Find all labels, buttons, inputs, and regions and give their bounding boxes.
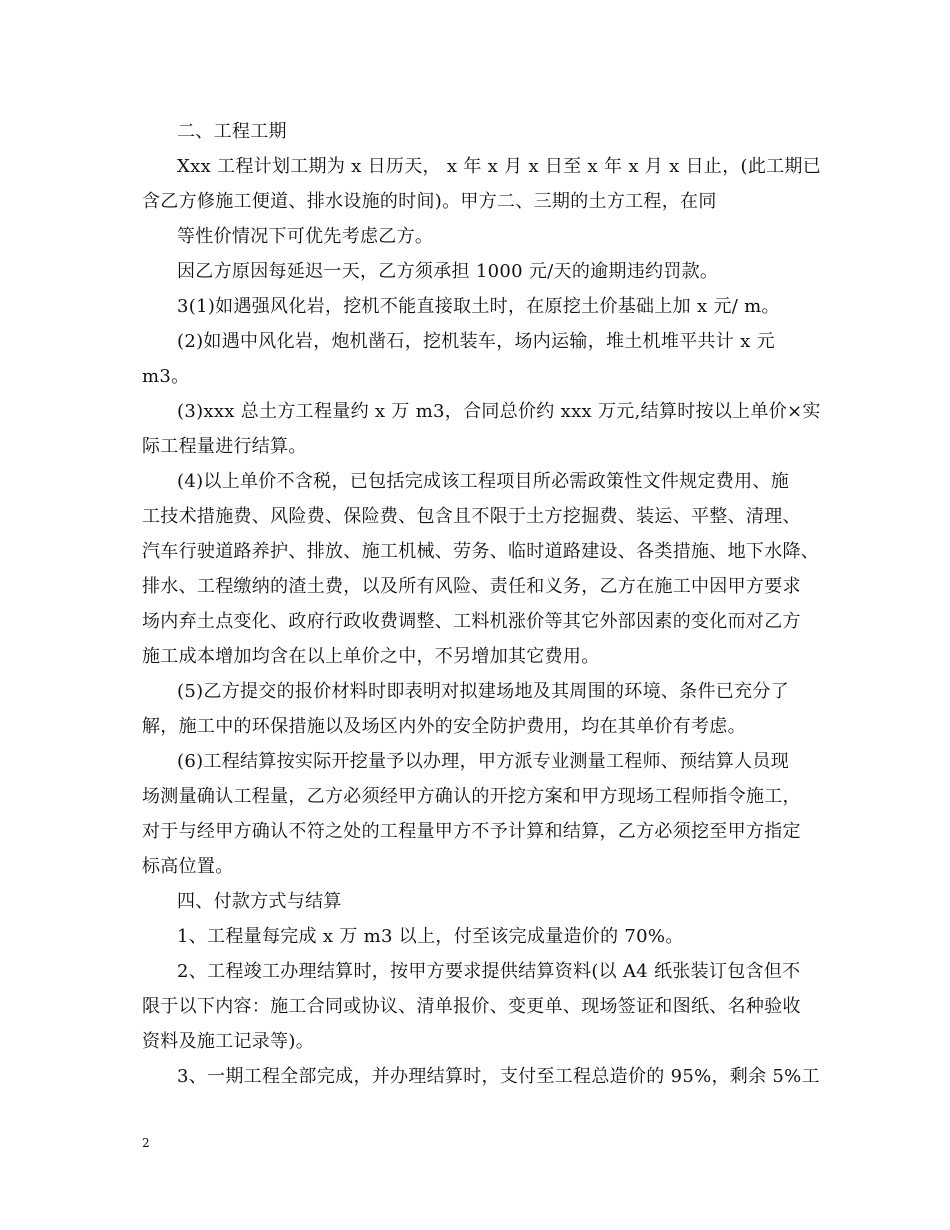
paragraph-line: 2、工程竣工办理结算时，按甲方要求提供结算资料(以 A4 纸张装订包含但不 <box>177 961 801 982</box>
paragraph-line: 资料及施工记录等)。 <box>142 1031 315 1052</box>
paragraph-line: m3。 <box>142 366 190 387</box>
section-heading-schedule: 二、工程工期 <box>177 121 287 142</box>
paragraph-line: 标高位置。 <box>142 856 234 877</box>
paragraph-line: 汽车行驶道路养护、排放、施工机械、劳务、临时道路建设、各类措施、地下水降、 <box>142 541 820 562</box>
page-number: 2 <box>142 1136 150 1150</box>
section-heading-payment: 四、付款方式与结算 <box>177 891 342 912</box>
paragraph-line: 3(1)如遇强风化岩，挖机不能直接取土时，在原挖土价基础上加 x 元/ m。 <box>177 296 780 317</box>
paragraph-line: 3、一期工程全部完成，并办理结算时，支付至工程总造价的 95%，剩余 5%工 <box>177 1066 820 1087</box>
paragraph-line: 1、工程量每完成 x 万 m3 以上，付至该完成量造价的 70%。 <box>177 926 684 947</box>
paragraph-line: 施工成本增加均含在以上单价之中，不另增加其它费用。 <box>142 646 600 667</box>
paragraph-line: 等性价情况下可优先考虑乙方。 <box>177 226 434 247</box>
paragraph-line: 对于与经甲方确认不符之处的工程量甲方不予计算和结算，乙方必须挖至甲方指定 <box>142 821 801 842</box>
paragraph-line: 场内弃土点变化、政府行政收费调整、工料机涨价等其它外部因素的变化而对乙方 <box>142 611 801 632</box>
paragraph-line: (5)乙方提交的报价材料时即表明对拟建场地及其周围的环境、条件已充分了 <box>177 681 789 702</box>
paragraph-line: (6)工程结算按实际开挖量予以办理，甲方派专业测量工程师、预结算人员现 <box>177 751 789 772</box>
paragraph-line: 解，施工中的环保措施以及场区内外的安全防护费用，均在其单价有考虑。 <box>142 716 746 737</box>
paragraph-line: 场测量确认工程量，乙方必须经甲方确认的开挖方案和甲方现场工程师指令施工， <box>142 786 801 807</box>
paragraph-line: (3)xxx 总土方工程量约 x 万 m3，合同总价约 xxx 万元,结算时按以上单价×实 <box>177 401 821 422</box>
paragraph-line: (2)如遇中风化岩，炮机凿石，挖机装车，场内运输，堆土机堆平共计 x 元 <box>177 331 775 352</box>
paragraph-line: Xxx 工程计划工期为 x 日历天， x 年 x 月 x 日至 x 年 x 月 x 日止，(此工期已 <box>177 156 822 177</box>
paragraph-line: 限于以下内容：施工合同或协议、清单报价、变更单、现场签证和图纸、名种验收 <box>142 996 801 1017</box>
paragraph-line: 际工程量进行结算。 <box>142 436 307 457</box>
paragraph-line: 排水、工程缴纳的渣土费，以及所有风险、责任和义务，乙方在施工中因甲方要求 <box>142 576 801 597</box>
paragraph-line: 因乙方原因每延迟一天，乙方须承担 1000 元/天的逾期违约罚款。 <box>177 261 719 282</box>
paragraph-line: (4)以上单价不含税，已包括完成该工程项目所必需政策性文件规定费用、施 <box>177 471 789 492</box>
paragraph-line: 工技术措施费、风险费、保险费、包含且不限于土方挖掘费、装运、平整、清理、 <box>142 506 801 527</box>
paragraph-line: 含乙方修施工便道、排水设施的时间)。甲方二、三期的土方工程，在同 <box>142 191 717 212</box>
